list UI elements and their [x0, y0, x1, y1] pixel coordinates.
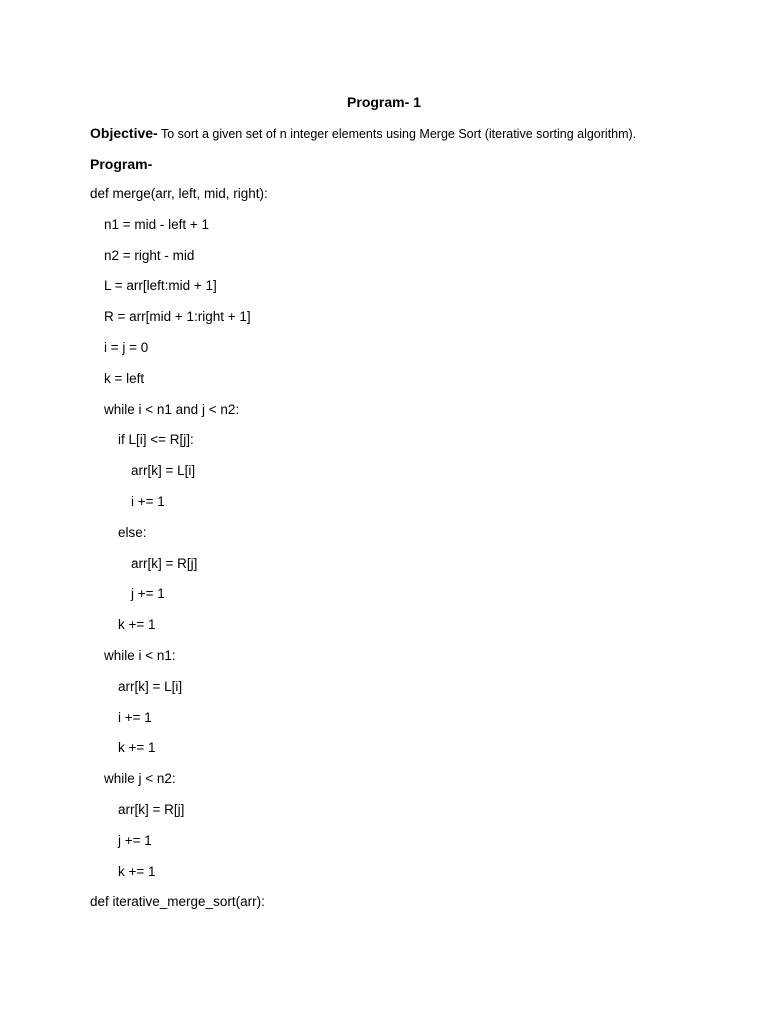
code-line: arr[k] = L[i] — [118, 678, 183, 694]
code-line: L = arr[left:mid + 1] — [104, 278, 217, 294]
code-line: while j < n2: — [104, 771, 176, 787]
code-line: arr[k] = R[j] — [118, 801, 185, 817]
code-line: i += 1 — [118, 709, 152, 725]
code-line: i = j = 0 — [104, 339, 149, 355]
code-line: if L[i] <= R[j]: — [118, 432, 194, 448]
code-line: k += 1 — [118, 863, 156, 879]
code-line: else: — [118, 524, 147, 540]
code-line: def iterative_merge_sort(arr): — [90, 894, 265, 910]
program-label: Program- — [90, 156, 153, 172]
code-line: j += 1 — [131, 586, 165, 602]
page-title: Program- 1 — [347, 94, 421, 110]
code-line: n2 = right - mid — [104, 247, 195, 263]
code-line: arr[k] = L[i] — [131, 463, 196, 479]
code-line: R = arr[mid + 1:right + 1] — [104, 309, 251, 325]
code-line: i += 1 — [131, 493, 165, 509]
code-line: k = left — [104, 370, 145, 386]
objective-label: Objective- — [90, 125, 158, 141]
code-line: while i < n1: — [104, 647, 176, 663]
code-line: while i < n1 and j < n2: — [104, 401, 240, 417]
code-line: def merge(arr, left, mid, right): — [90, 186, 268, 201]
code-line: j += 1 — [118, 832, 152, 848]
code-line: n1 = mid - left + 1 — [104, 216, 210, 232]
code-line: arr[k] = R[j] — [131, 555, 198, 571]
code-line: k += 1 — [118, 740, 156, 756]
objective-text: To sort a given set of n integer elements using Merge Sort (iterative sorting algorithm). — [160, 127, 637, 141]
code-listing — [90, 184, 268, 923]
code-line: k += 1 — [118, 617, 156, 633]
objective-paragraph — [90, 123, 636, 144]
